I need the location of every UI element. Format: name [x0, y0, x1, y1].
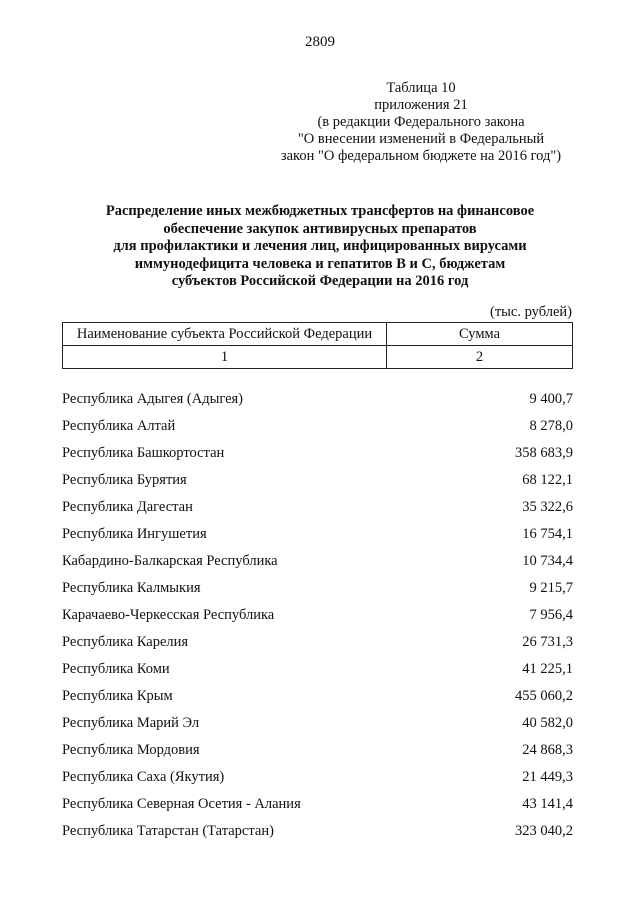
header-subject: Наименование субъекта Российской Федерации [63, 323, 387, 346]
table-row [62, 575, 573, 602]
subject-sum: 9 400,7 [529, 391, 573, 407]
title-line: субъектов Российской Федерации на 2016 год [171, 273, 469, 289]
subject-name: Республика Алтай [62, 418, 176, 434]
table-row [62, 413, 573, 440]
subject-name: Республика Адыгея (Адыгея) [62, 391, 244, 407]
table-row [62, 791, 573, 818]
subject-name: Республика Дагестан [62, 499, 193, 515]
annex-line: закон "О федеральном бюджете на 2016 год") [280, 148, 562, 164]
subject-sum: 24 868,3 [522, 742, 573, 758]
subject-name: Республика Калмыкия [62, 580, 201, 596]
table-row [62, 548, 573, 575]
annex-reference [262, 80, 580, 165]
subject-sum: 35 322,6 [522, 499, 573, 515]
table-row [62, 521, 573, 548]
table-row [62, 602, 573, 629]
table-row [62, 656, 573, 683]
title-line: для профилактики и лечения лиц, инфицированных вирусами [113, 238, 527, 254]
table-row [62, 710, 573, 737]
table-row [62, 818, 573, 845]
subject-sum: 40 582,0 [522, 715, 573, 731]
subject-name: Республика Карелия [62, 634, 189, 650]
subject-name: Республика Башкортостан [62, 445, 225, 461]
column-number-row [63, 346, 573, 369]
subject-sum: 68 122,1 [522, 472, 573, 488]
units-label: (тыс. рублей) [490, 304, 572, 320]
subject-name: Республика Коми [62, 661, 170, 677]
subject-sum: 7 956,4 [529, 607, 573, 623]
subject-name: Республика Мордовия [62, 742, 200, 758]
subject-sum: 16 754,1 [522, 526, 573, 542]
subject-name: Республика Ингушетия [62, 526, 207, 542]
subject-name: Кабардино-Балкарская Республика [62, 553, 278, 569]
subject-sum: 21 449,3 [522, 769, 573, 785]
subject-sum: 9 215,7 [529, 580, 573, 596]
document-title [60, 203, 580, 291]
subject-sum: 26 731,3 [522, 634, 573, 650]
subject-sum: 323 040,2 [515, 823, 573, 839]
subject-sum: 358 683,9 [515, 445, 573, 461]
subject-name: Республика Марий Эл [62, 715, 200, 731]
annex-line: "О внесении изменений в Федеральный [297, 131, 545, 147]
subject-name: Республика Саха (Якутия) [62, 769, 225, 785]
subject-name: Карачаево-Черкесская Республика [62, 607, 275, 623]
subject-name: Республика Татарстан (Татарстан) [62, 823, 274, 839]
title-line: иммунодефицита человека и гепатитов В и С, бюджетам [134, 255, 506, 272]
data-table [62, 386, 573, 845]
subject-name: Республика Бурятия [62, 472, 187, 488]
subject-sum: 455 060,2 [515, 688, 573, 704]
subject-sum: 8 278,0 [529, 418, 573, 434]
table-row [62, 764, 573, 791]
header-row [63, 323, 573, 346]
subject-sum: 43 141,4 [522, 796, 573, 812]
annex-line: приложения 21 [374, 97, 468, 113]
subject-sum: 10 734,4 [522, 553, 573, 569]
page-number: 2809 [305, 34, 335, 50]
header-sum: Сумма [387, 323, 573, 346]
subject-name: Республика Северная Осетия - Алания [62, 796, 301, 812]
subject-name: Республика Крым [62, 688, 173, 704]
table-row [62, 737, 573, 764]
table-row [62, 629, 573, 656]
column-number-2: 2 [387, 346, 573, 369]
column-number-1: 1 [63, 346, 387, 369]
subject-sum: 41 225,1 [522, 661, 573, 677]
title-line: обеспечение закупок антивирусных препаратов [163, 220, 477, 237]
table-header [62, 322, 573, 369]
table-row [62, 467, 573, 494]
annex-line: (в редакции Федерального закона [317, 114, 525, 130]
table-row [62, 440, 573, 467]
table-row [62, 386, 573, 413]
table-row [62, 683, 573, 710]
table-row [62, 494, 573, 521]
title-line: Распределение иных межбюджетных трансфертов на финансовое [105, 203, 535, 219]
annex-line: Таблица 10 [386, 80, 456, 96]
